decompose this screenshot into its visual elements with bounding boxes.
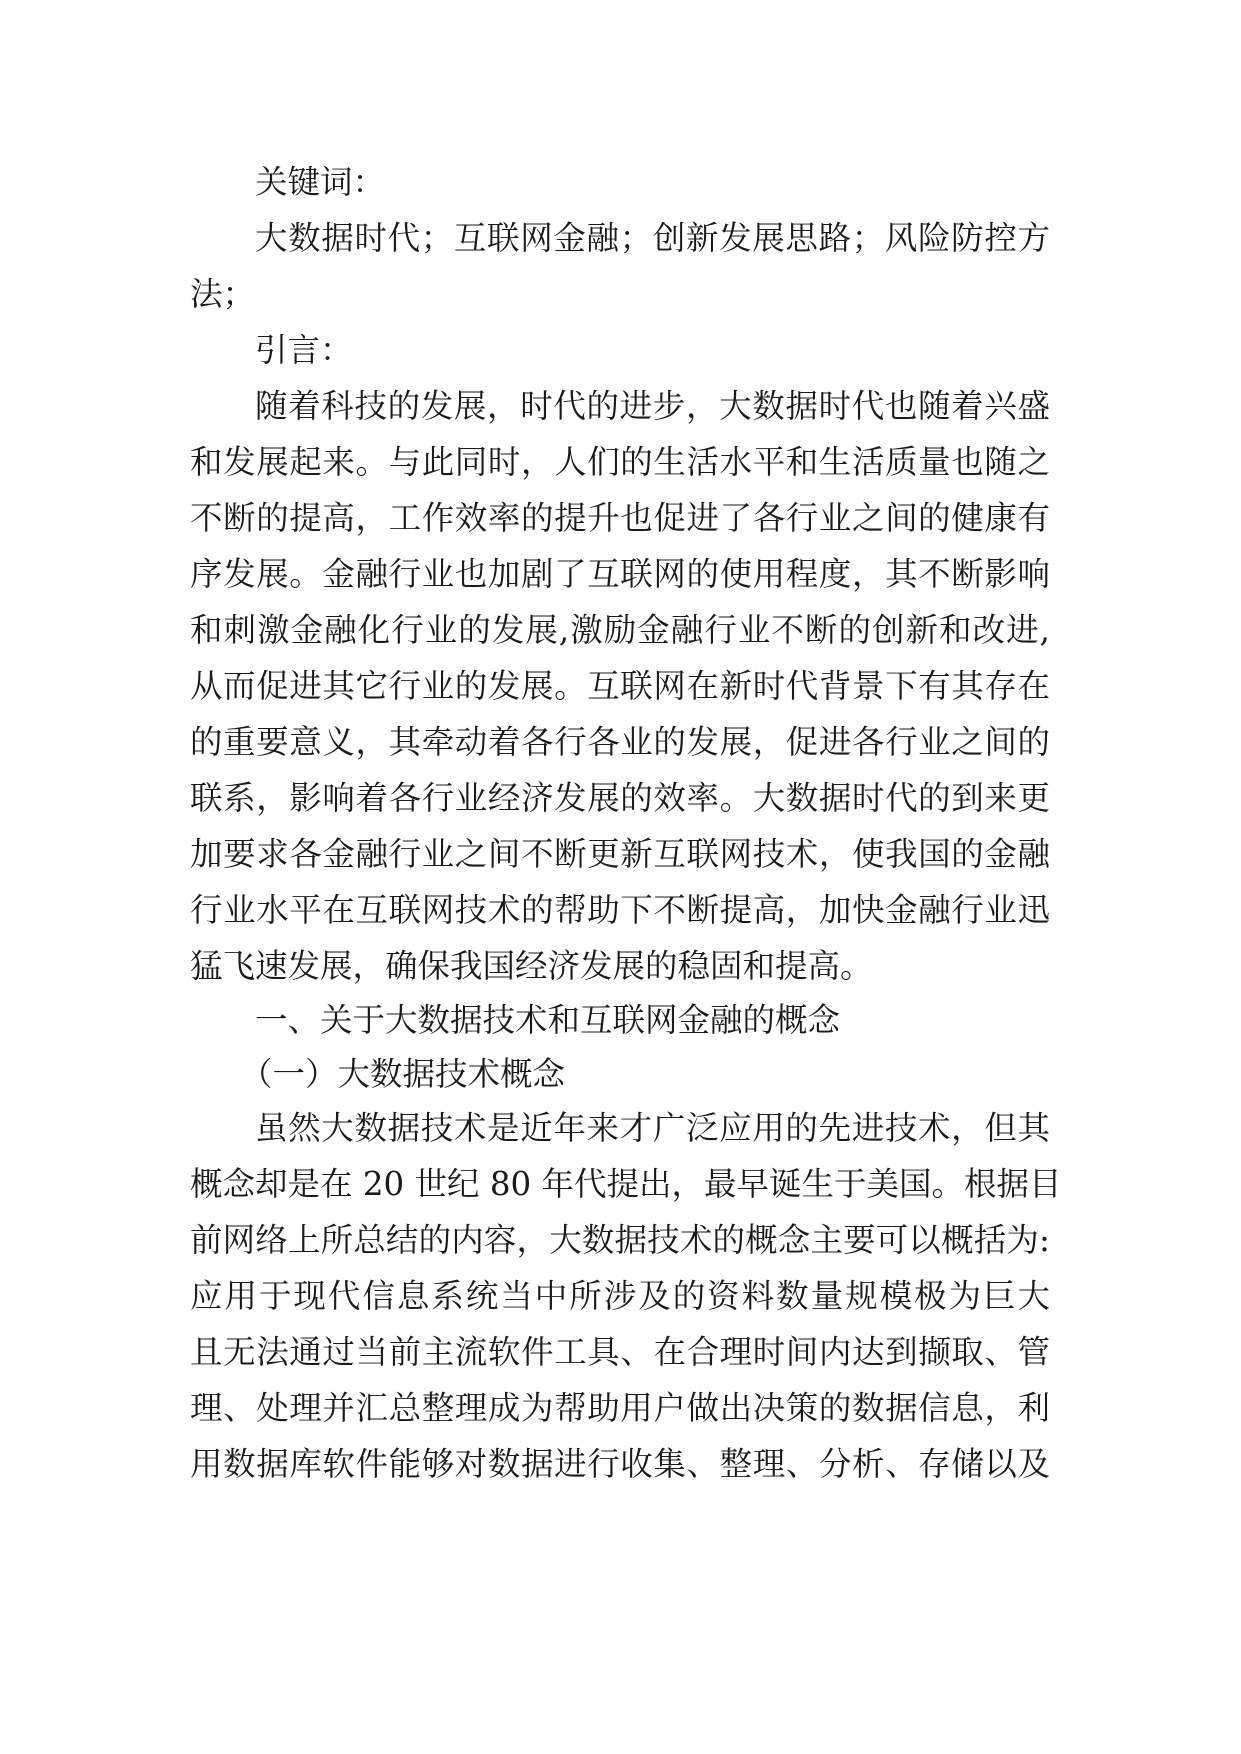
- body-text-line: 序发展。金融行业也加剧了互联网的使用程度，其不断影响: [190, 555, 1050, 593]
- body-text-line: 应用于现代信息系统当中所涉及的资料数量规模极为巨大: [190, 1277, 1050, 1315]
- body-text-line: 用数据库软件能够对数据进行收集、整理、分析、存储以及: [190, 1445, 1050, 1483]
- body-text-line: 行业水平在互联网技术的帮助下不断提高，加快金融行业迅: [190, 891, 1050, 929]
- body-text-line: 概念却是在 20 世纪 80 年代提出，最早诞生于美国。根据目: [190, 1165, 1062, 1203]
- body-text-line: 不断的提高，工作效率的提升也促进了各行业之间的健康有: [190, 499, 1050, 537]
- body-text-line: 加要求各金融行业之间不断更新互联网技术，使我国的金融: [190, 835, 1050, 873]
- keywords-line: 大数据时代；互联网金融；创新发展思路；风险防控方: [255, 219, 1050, 257]
- section-heading: 一、关于大数据技术和互联网金融的概念: [255, 1001, 841, 1039]
- body-text-line: 联系，影响着各行业经济发展的效率。大数据时代的到来更: [190, 779, 1050, 817]
- body-text-line: 前网络上所总结的内容，大数据技术的概念主要可以概括为:: [190, 1221, 1050, 1259]
- body-text-line: 随着科技的发展，时代的进步，大数据时代也随着兴盛: [255, 387, 1050, 425]
- body-text-line: 理、处理并汇总整理成为帮助用户做出决策的数据信息，利: [190, 1389, 1050, 1427]
- subsection-heading: （一）大数据技术概念: [240, 1055, 566, 1093]
- keywords-heading: 关键词：: [255, 163, 386, 201]
- body-text-line: 和发展起来。与此同时，人们的生活水平和生活质量也随之: [190, 443, 1050, 481]
- keywords-line: 法；: [190, 275, 256, 313]
- body-text-line: 猛飞速发展，确保我国经济发展的稳固和提高。: [190, 947, 873, 985]
- introduction-heading: 引言：: [255, 331, 353, 369]
- body-text-line: 虽然大数据技术是近年来才广泛应用的先进技术，但其: [255, 1109, 1050, 1147]
- body-text-line: 且无法通过当前主流软件工具、在合理时间内达到撷取、管: [190, 1333, 1050, 1371]
- body-text-line: 从而促进其它行业的发展。互联网在新时代背景下有其存在: [190, 667, 1050, 705]
- body-text-line: 和刺激金融化行业的发展,激励金融行业不断的创新和改进,: [190, 611, 1050, 649]
- body-text-line: 的重要意义，其牵动着各行各业的发展，促进各行业之间的: [190, 723, 1050, 761]
